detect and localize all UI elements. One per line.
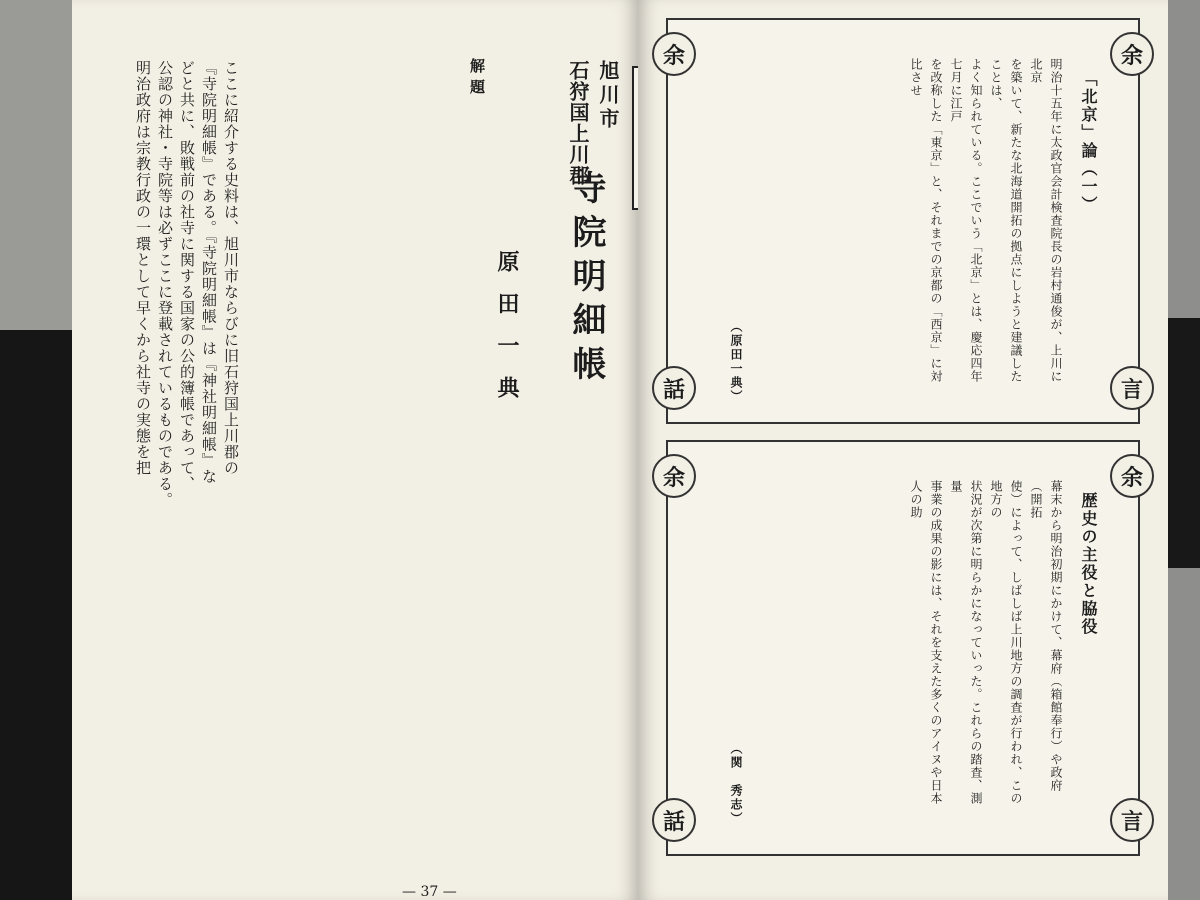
body-line: 明治政府は宗教行政の一環として早くから社寺の実態を把 — [134, 60, 152, 476]
corner-glyph: 余 — [1110, 454, 1154, 498]
corner-glyph: 余 — [652, 454, 696, 498]
body-line: どと共に、敗戦前の社寺に関する国家の公的簿帳であって、 — [178, 60, 196, 492]
column-panel-top — [662, 18, 1143, 424]
corner-glyph: 話 — [652, 366, 696, 410]
author-name: 原田一典 — [494, 250, 520, 418]
corner-glyph: 余 — [652, 32, 696, 76]
place-line-2: 石狩国上川郡 — [566, 60, 590, 186]
article-title: 寺院明細帳 — [566, 170, 606, 390]
left-page — [72, 0, 638, 900]
corner-glyph: 余 — [1110, 32, 1154, 76]
background-shadow-right — [1168, 318, 1200, 568]
column-panel-bottom — [662, 440, 1143, 856]
panel-title: 歴史の主役と脇役 — [1079, 492, 1098, 636]
right-page — [638, 0, 1168, 900]
panel-text — [906, 480, 1066, 810]
panel-line: 幕末から明治初期にかけて、幕府（箱館奉行）や政府（開拓 — [1029, 480, 1063, 792]
background-shadow-left — [0, 330, 72, 900]
section-heading: 解題 — [468, 58, 486, 100]
panel-byline: （関 秀志） — [729, 742, 743, 826]
panel-line: 使）によって、しばしば上川地方の調査が行われ、この地方の — [989, 480, 1023, 805]
panel-title: 「北京」論（一） — [1079, 70, 1098, 214]
panel-line: 状況が次第に明らかになっていった。これらの踏査、測量 — [949, 480, 983, 805]
panel-line: 事業の成果の影には、それを支えた多くのアイヌや日本人の助 — [909, 480, 943, 805]
panel-line: よく知られている。ここでいう「北京」とは、慶応四年七月に江戸 — [949, 58, 983, 383]
background-top-left — [0, 0, 72, 330]
place-line-1: 旭川市 — [596, 60, 620, 132]
corner-glyph: 言 — [1110, 366, 1154, 410]
corner-glyph: 言 — [1110, 798, 1154, 842]
panel-line: 明治十五年に太政官会計検査院長の岩村通俊が、上川に北京 — [1029, 58, 1063, 383]
body-line: ここに紹介する史料は、旭川市ならびに旧石狩国上川郡の — [222, 60, 240, 476]
panel-text — [906, 58, 1066, 388]
panel-line: を築いて、新たな北海道開拓の拠点にしようと建議したことは、 — [989, 58, 1023, 383]
body-text — [132, 60, 242, 780]
corner-glyph: 話 — [652, 798, 696, 842]
page-number: — 37 — — [402, 884, 457, 900]
panel-byline: （原田一典） — [729, 320, 743, 404]
panel-line: を改称した「東京」と、それまでの京都の「西京」に対比させ — [909, 58, 943, 383]
body-line: 公認の神社・寺院等は必ずここに登載されているものである。 — [156, 60, 174, 508]
body-line: 『寺院明細帳』である。『寺院明細帳』は『神社明細帳』な — [200, 60, 218, 485]
